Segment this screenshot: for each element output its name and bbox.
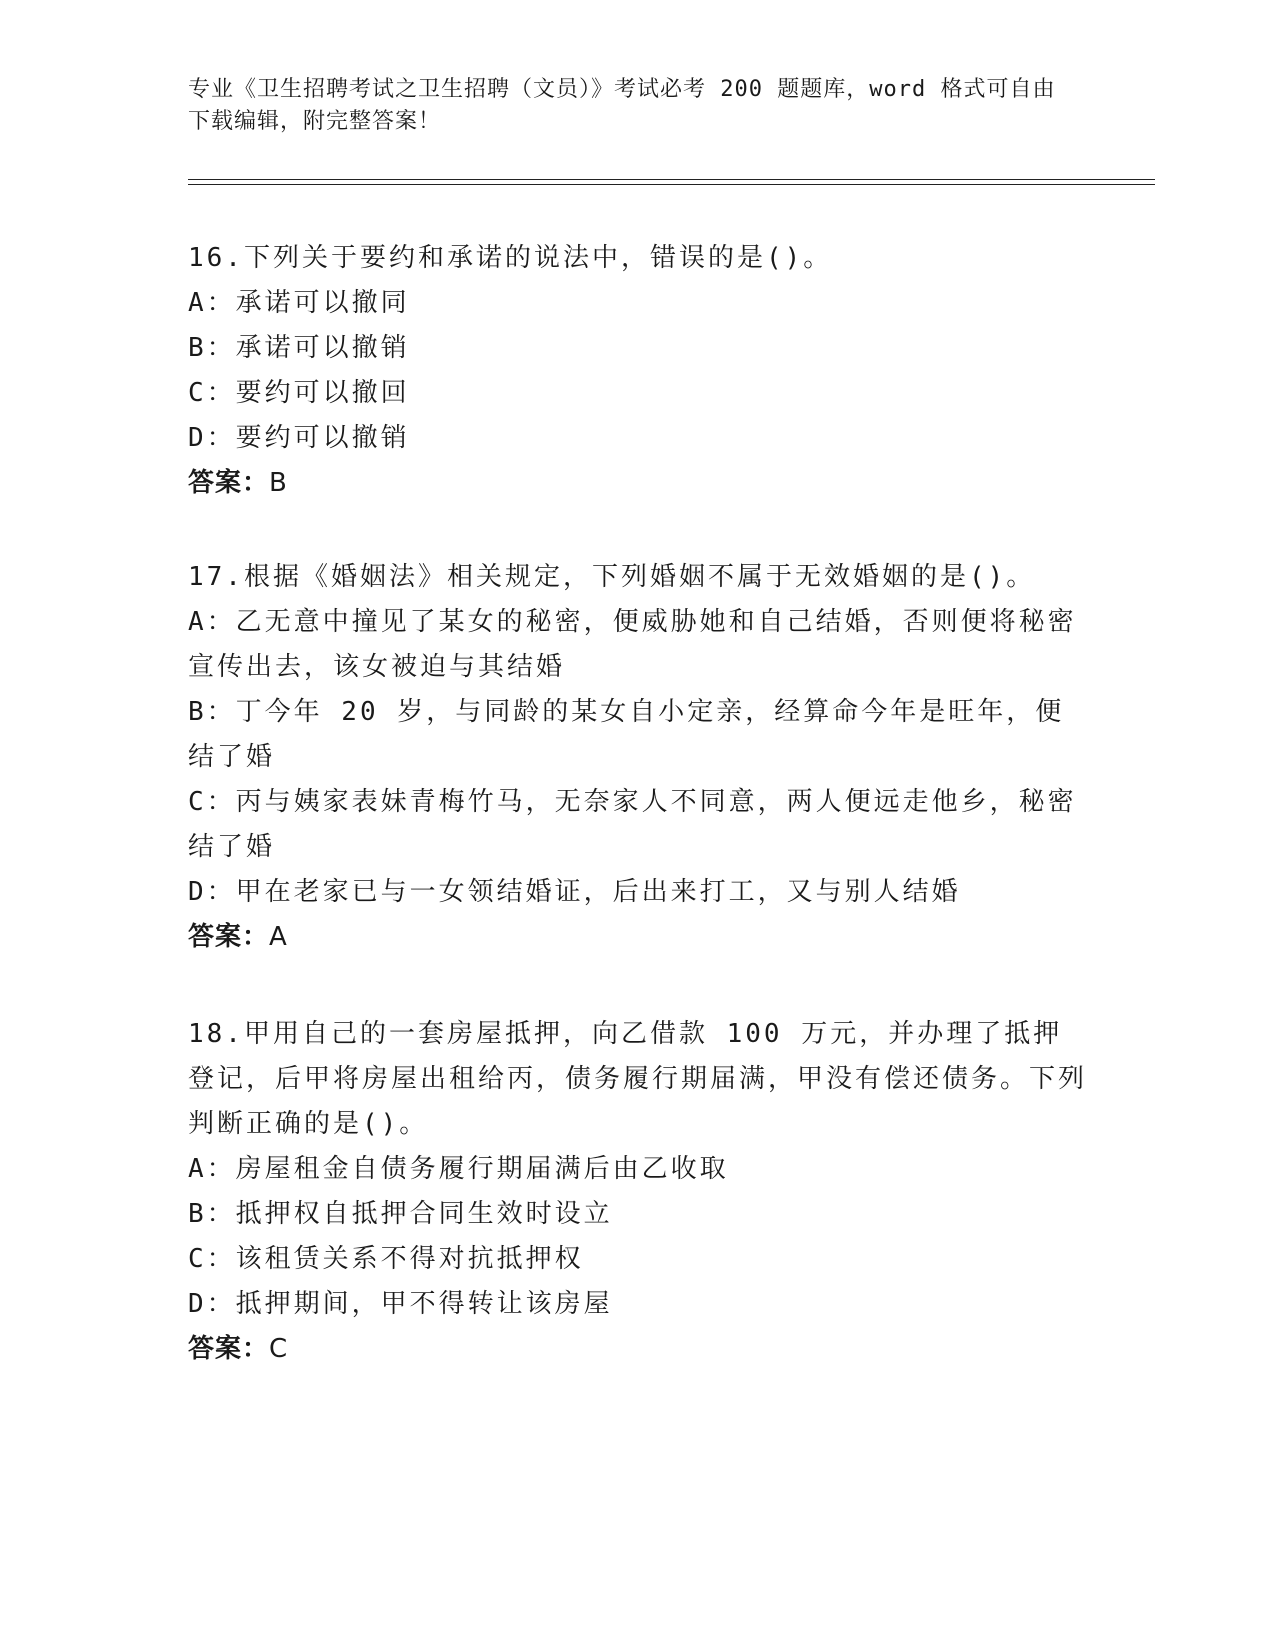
option-d: D：要约可以撤销: [188, 423, 410, 453]
answer-value: A: [269, 922, 288, 952]
option-c: C：丙与姨家表妹青梅竹马，无奈家人不同意，两人便远走他乡，秘密结了婚: [188, 787, 1077, 862]
answer-value: B: [269, 468, 288, 498]
answer-label: 答案：: [188, 1334, 270, 1364]
option-b: B：承诺可以撤销: [188, 333, 410, 363]
option-a: A：房屋租金自债务履行期届满后由乙收取: [188, 1154, 729, 1184]
question-stem: 16.下列关于要约和承诺的说法中，错误的是()。: [188, 243, 833, 273]
answer-label: 答案：: [188, 922, 270, 952]
option-d: D：甲在老家已与一女领结婚证，后出来打工，又与别人结婚: [188, 877, 961, 907]
answer: [188, 461, 1088, 506]
option-b: B：抵押权自抵押合同生效时设立: [188, 1199, 613, 1229]
option-d: D：抵押期间，甲不得转让该房屋: [188, 1289, 613, 1319]
option-c: C：该租赁关系不得对抗抵押权: [188, 1244, 584, 1274]
question-18: [188, 1012, 1088, 1372]
question-stem: 17.根据《婚姻法》相关规定，下列婚姻不属于无效婚姻的是()。: [188, 562, 1036, 592]
option-b: B：丁今年 20 岁，与同龄的某女自小定亲，经算命今年是旺年，便结了婚: [188, 697, 1065, 772]
header-divider-top: [188, 179, 1155, 180]
question-stem: 18.甲用自己的一套房屋抵押，向乙借款 100 万元，并办理了抵押登记，后甲将房屋出租给丙，债务履行期届满，甲没有偿还债务。下列判断正确的是()。: [188, 1019, 1088, 1139]
header-divider-bottom: [188, 184, 1155, 185]
answer: [188, 915, 1088, 960]
option-c: C：要约可以撤回: [188, 378, 410, 408]
answer-label: 答案：: [188, 468, 270, 498]
option-a: A：乙无意中撞见了某女的秘密，便威胁她和自己结婚，否则便将秘密宣传出去，该女被迫与其结婚: [188, 607, 1077, 682]
question-17: [188, 555, 1088, 960]
answer: [188, 1327, 1088, 1372]
option-a: A：承诺可以撤同: [188, 288, 410, 318]
answer-value: C: [269, 1334, 289, 1364]
question-16: [188, 236, 1088, 506]
document-intro: 专业《卫生招聘考试之卫生招聘（文员）》考试必考 200 题题库，word 格式可自由下载编辑，附完整答案！: [188, 77, 1056, 134]
